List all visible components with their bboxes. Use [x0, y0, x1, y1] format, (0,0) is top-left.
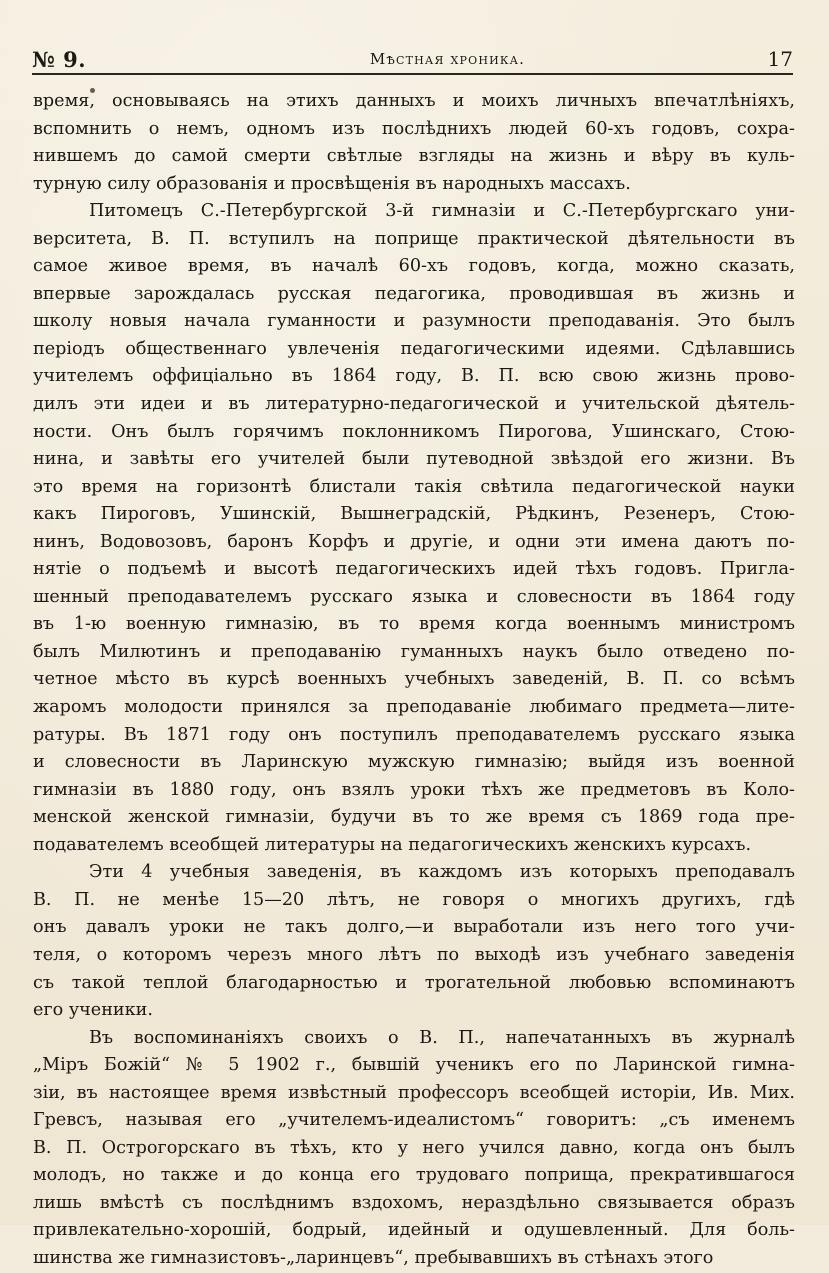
text-line: В. П. не менѣе 15—20 лѣтъ, не говоря о многихъ другихъ, гдѣ [33, 889, 795, 910]
text-line: жаромъ молодости принялся за преподаваніе любимаго предмета—лите- [33, 697, 795, 718]
text-line: какъ Пироговъ, Ушинскій, Вышнеградскій, Рѣдкинъ, Резенеръ, Стою- [33, 504, 795, 525]
text-line: былъ Милютинъ и преподаванію гуманныхъ наукъ было отведено по- [33, 641, 795, 662]
text-line: „Міръ Божій“ № 5 1902 г., бывшій ученикъ его по Ларинской гимна- [33, 1055, 795, 1076]
text-line: теля, о которомъ черезъ много лѣтъ по выходѣ изъ учебнаго заведенія [33, 944, 795, 965]
text-line: Въ воспоминаніяхъ своихъ о В. П., напечатанныхъ въ журналѣ [89, 1027, 795, 1048]
text-line: вспомнить о немъ, одномъ изъ послѣднихъ людей 60-хъ годовъ, сохра- [33, 118, 795, 139]
issue-number: № 9. [32, 47, 87, 72]
header-rule [32, 73, 793, 75]
text-line: и словесности въ Ларинскую мужскую гимназію; выйдя изъ военной [33, 752, 795, 773]
text-line: привлекательно-хорошій, бодрый, идейный и одушевленный. Для боль- [33, 1220, 795, 1241]
section-title: Мѣстная хроника. [369, 50, 526, 68]
text-line: шинства же гимназистовъ-„ларинцевъ“, пребывавшихъ въ стѣнахъ этого [33, 1247, 714, 1268]
text-line: менской женской гимназіи, будучи въ то же время съ 1869 года пре- [33, 807, 795, 828]
text-line: съ такой теплой благодарностью и трогательной любовью вспоминаютъ [33, 972, 795, 993]
text-line: время, основываясь на этихъ данныхъ и моихъ личныхъ впечатлѣніяхъ, [33, 91, 795, 111]
text-line: въ 1-ю военную гимназію, въ то время когда военнымъ министромъ [33, 614, 795, 635]
text-line: В. П. Острогорскаго въ тѣхъ, кто у него учился давно, когда онъ былъ [33, 1137, 795, 1158]
text-line: подавателемъ всеобщей литературы на педагогическихъ женскихъ курсахъ. [33, 834, 752, 855]
text-line: онъ давалъ уроки не такъ долго,—и выработали изъ него того учи- [33, 917, 795, 938]
text-line: школу новыя начала гуманности и разумности преподаванія. Это былъ [33, 311, 795, 332]
text-line: ности. Онъ былъ горячимъ поклонникомъ Пирогова, Ушинскаго, Стою- [33, 421, 795, 442]
text-line: гимназіи въ 1880 году, онъ взялъ уроки тѣхъ же предметовъ въ Коло- [33, 779, 795, 800]
text-line: самое живое время, въ началѣ 60-хъ годовъ, когда, можно сказать, [33, 256, 795, 277]
text-line: ратуры. Въ 1871 году онъ поступилъ преподавателемъ русскаго языка [33, 724, 795, 745]
running-header [32, 44, 793, 74]
text-line: нятіе о подъемѣ и высотѣ педагогическихъ идей тѣхъ годовъ. Пригла- [33, 559, 795, 580]
text-line: нившемъ до самой смерти свѣтлые взгляды на жизнь и вѣру въ куль- [33, 146, 795, 167]
paragraph [33, 859, 795, 1024]
text-line: это время на горизонтѣ блистали такія свѣтила педагогической науки [33, 476, 795, 497]
body-text [33, 88, 795, 1273]
text-line: учителемъ оффиціально въ 1864 году, В. П. всю свою жизнь прово- [33, 366, 795, 387]
text-line: молодъ, но также и до конца его трудоваго поприща, прекратившагося [33, 1165, 795, 1186]
text-line: Гревсъ, называя его „учителемъ-идеалистомъ“ говоритъ: „съ именемъ [33, 1110, 795, 1131]
text-line: впервые зарождалась русская педагогика, проводившая въ жизнь и [33, 283, 795, 304]
text-line: турную силу образованія и просвѣщенія въ народныхъ массахъ. [33, 173, 631, 194]
page-number: 17 [767, 47, 793, 71]
text-line: нина, и завѣты его учителей были путеводной звѣздой его жизни. Въ [33, 449, 795, 470]
text-line: четное мѣсто въ курсѣ военныхъ учебныхъ заведеній, В. П. со всѣмъ [33, 669, 795, 690]
text-line: Питомецъ С.-Петербургской 3-й гимназіи и С.-Петербургскаго уни- [89, 201, 795, 222]
text-line: нинъ, Водовозовъ, баронъ Корфъ и другіе, и одни эти имена даютъ по- [33, 531, 795, 552]
text-line: его ученики. [33, 1000, 153, 1021]
text-line: періодъ общественнаго увлеченія педагогическими идеями. Сдѣлавшись [33, 338, 795, 359]
paragraph [33, 1025, 795, 1273]
text-line: Эти 4 учебныя заведенія, въ каждомъ изъ которыхъ преподавалъ [89, 862, 795, 883]
text-line: шенный преподавателемъ русскаго языка и словесности въ 1864 году [33, 586, 795, 607]
text-line: зіи, въ настоящее время извѣстный профессоръ всеобщей исторіи, Ив. Мих. [33, 1082, 795, 1103]
paragraph [33, 88, 795, 198]
paragraph [33, 198, 795, 859]
text-line: верситета, В. П. вступилъ на поприще практической дѣятельности въ [33, 228, 795, 249]
text-line: дилъ эти идеи и въ литературно-педагогической и учительской дѣятель- [33, 394, 795, 415]
text-line: лишь вмѣстѣ съ послѣднимъ вздохомъ, нераздѣльно связывается образъ [33, 1192, 795, 1213]
